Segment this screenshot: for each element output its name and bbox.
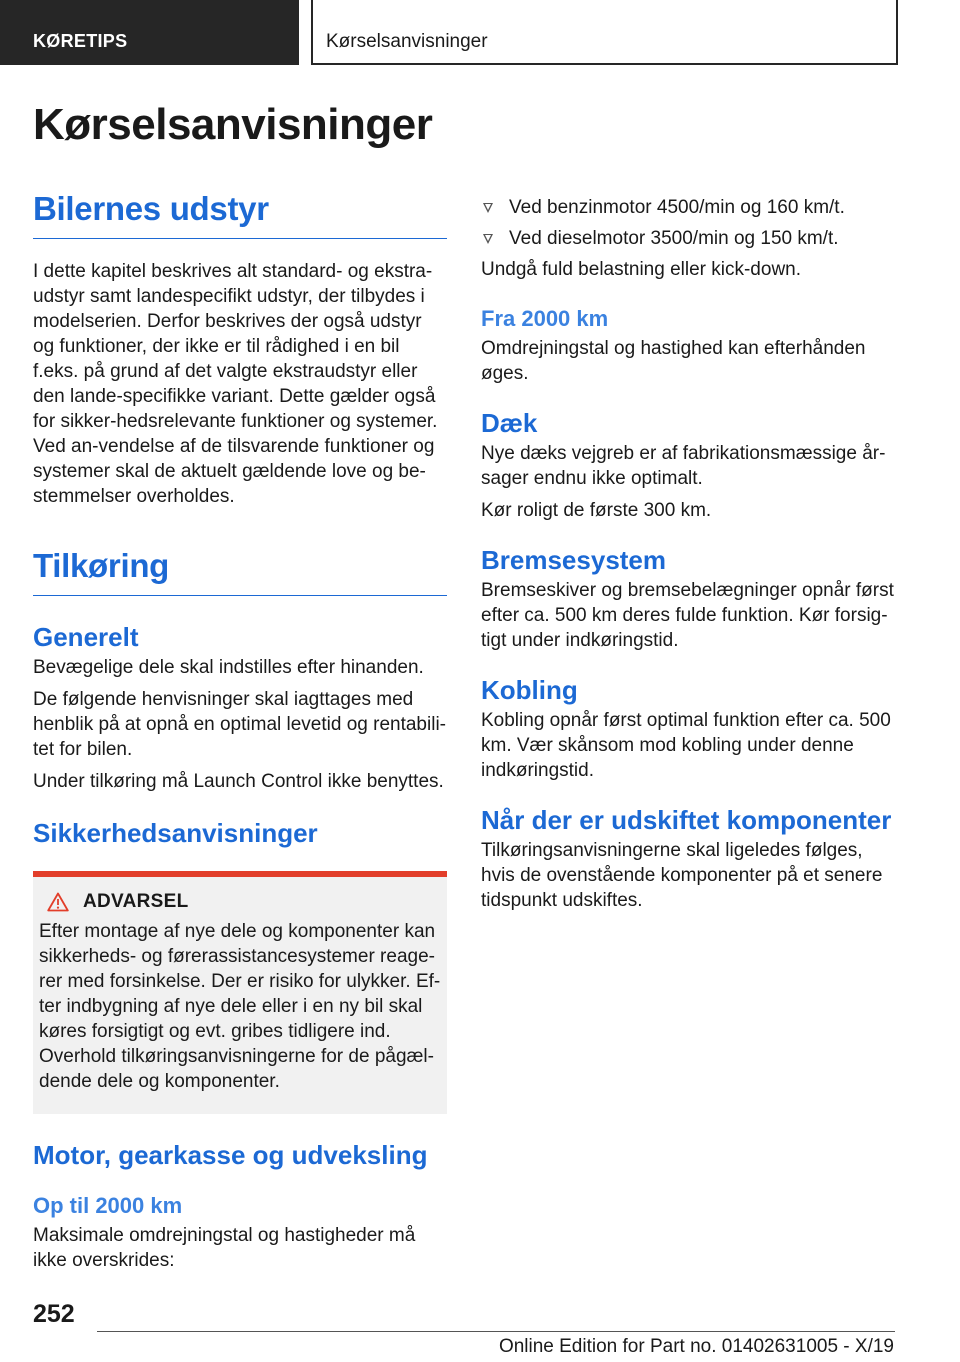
- heading-tyres: Dæk: [481, 408, 538, 438]
- general-text-1: Bevægelige dele skal indstilles efter hinanden.: [33, 657, 424, 678]
- page-number: 252: [33, 1300, 75, 1328]
- heading-replaced-components: Når der er udskiftet komponenter: [481, 805, 892, 835]
- replaced-text: Tilkøringsanvisningerne skal ligeledes følges, hvis de ovenstående komponenter på et senere tidspunkt udskiftes.: [481, 840, 883, 911]
- list-item: Ved benzinmotor 4500/min og 160 km/t.: [481, 195, 897, 220]
- equipment-text: I dette kapitel beskrives alt standard- og ekstra-udstyr samt landespecifikt udstyr, der tilbydes i modelserien. Derfor beskrives der også udstyr og funktioner, der ikke er til rådighed i en bil f.eks. på grund af det valgte ekstraudstyr eller den lande-specifikke variant. Dette gælder også for sikker-hedsrelevante funktioner og systemer. Ved an-vendelse af de tilsvarende funktioner og systemer skal de aktuelt gældende love og be-stemmelser overholdes.: [33, 261, 438, 507]
- brakes-text: Bremseskiver og bremsebelægninger opnår først efter ca. 500 km deres fulde funktion. Kør forsig-tigt under indkøringstid.: [481, 580, 894, 651]
- tyres-text-1: Nye dæks vejgreb er af fabrikationsmæssige år-sager endnu ikke optimalt.: [481, 443, 886, 489]
- general-text-2: De følgende henvisninger skal iagttages med henblik på at opnå en optimal levetid og rentabili-tet for bilen.: [33, 689, 446, 760]
- engine-text: Maksimale omdrejningstal og hastigheder må ikke overskrides:: [33, 1225, 416, 1271]
- heading-up-to-2000: Op til 2000 km: [33, 1193, 183, 1218]
- heading-brakes: Bremsesystem: [481, 545, 667, 575]
- clutch-text: Kobling opnår først optimal funktion efter ca. 500 km. Vær skånsom mod kobling under denne indkøringstid.: [481, 710, 891, 781]
- warning-title: ADVARSEL: [83, 891, 189, 912]
- heading-clutch: Kobling: [481, 675, 578, 705]
- list-item: Ved dieselmotor 3500/min og 150 km/t.: [481, 226, 897, 251]
- heading-general: Generelt: [33, 622, 139, 652]
- heading-safety: Sikkerhedsanvisninger: [33, 818, 318, 848]
- heading-from-2000: Fra 2000 km: [481, 306, 609, 331]
- header-section-label: KØRETIPS: [33, 31, 128, 51]
- avoid-text: Undgå fuld belastning eller kick-down.: [481, 259, 802, 280]
- from-2000-text: Omdrejningstal og hastighed kan efterhånden øges.: [481, 338, 866, 384]
- triangle-bullet-icon: [483, 203, 493, 213]
- tyres-text-2: Kør roligt de første 300 km.: [481, 500, 712, 521]
- header-chapter-label: Kørselsanvisninger: [326, 31, 488, 52]
- right-column: [481, 190, 897, 913]
- left-column: [33, 190, 447, 1273]
- triangle-bullet-icon: [483, 234, 493, 244]
- warning-header: [39, 891, 441, 913]
- rpm-limit-list: [481, 195, 897, 251]
- header-section-tab: [0, 0, 299, 65]
- page-title: Kørselsanvisninger: [33, 100, 433, 149]
- warning-box: [33, 871, 447, 1114]
- heading-engine: Motor, gearkasse og udveksling: [33, 1140, 428, 1170]
- general-text-3: Under tilkøring må Launch Control ikke benyttes.: [33, 771, 444, 792]
- header-chapter-box: [311, 0, 898, 65]
- footer-edition: Online Edition for Part no. 01402631005 - X/19: [498, 1336, 894, 1357]
- heading-breakin: Tilkøring: [33, 547, 447, 596]
- warning-triangle-icon: [47, 892, 69, 912]
- footer-divider: [97, 1331, 895, 1332]
- warning-text: Efter montage af nye dele og komponenter kan sikkerheds- og førerassistancesystemer reage-rer med forsinkelse. Der er risiko for ulykker. Ef-ter indbygning af nye dele eller i en ny bil skal køres forsigtigt og evt. gribes tidligere ind. Overhold tilkøringsanvisningerne for de pågæl-dende dele og komponenter.: [39, 921, 441, 1092]
- heading-equipment: Bilernes udstyr: [33, 190, 447, 239]
